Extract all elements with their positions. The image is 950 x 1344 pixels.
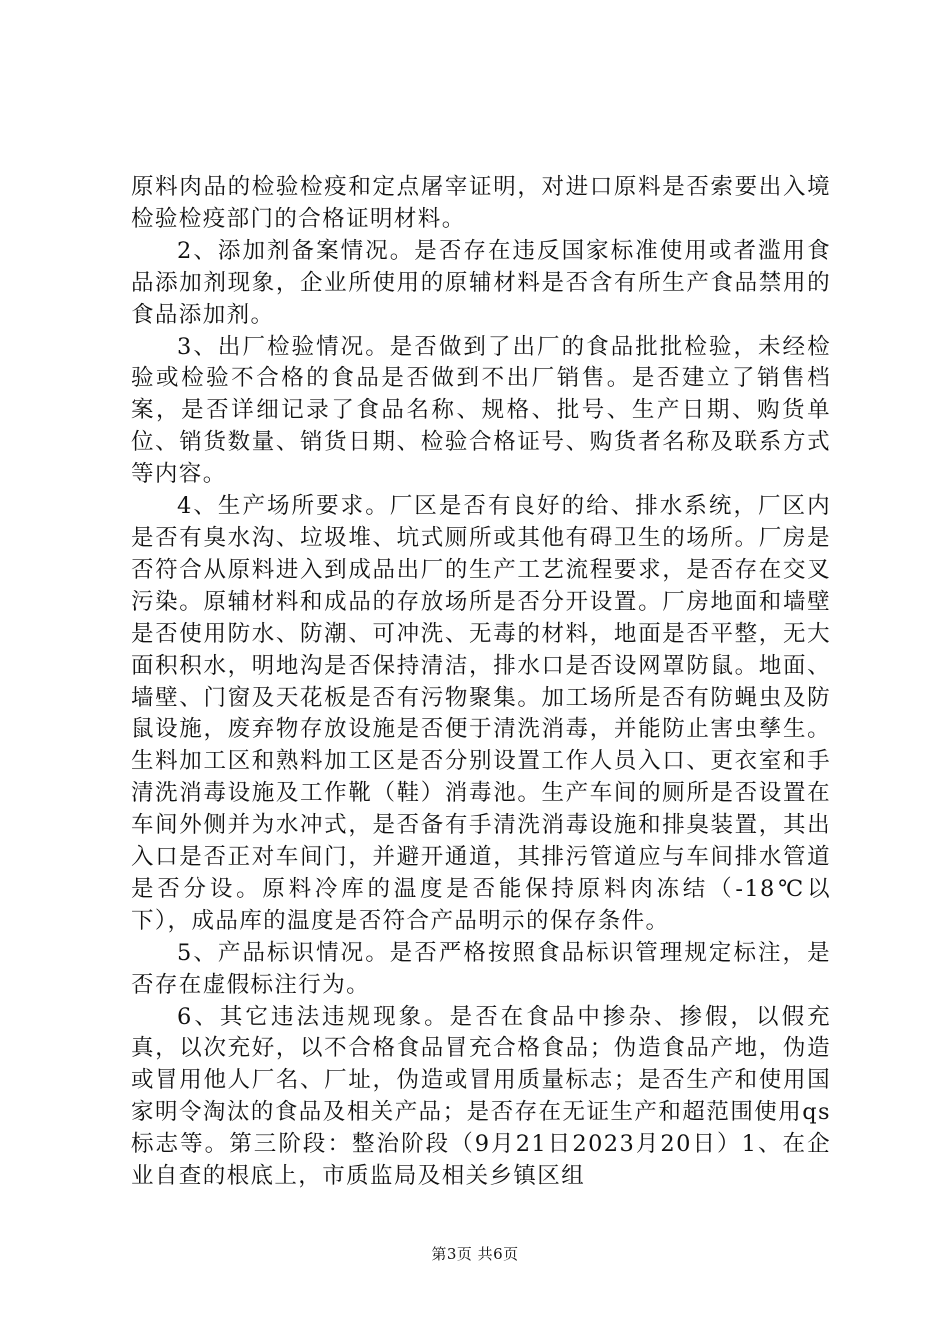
paragraph: 4、生产场所要求。厂区是否有良好的给、排水系统，厂区内是否有臭水沟、垃圾堆、坑式厕所或其他有碍卫生的场所。厂房是否符合从原料进入到成品出厂的生产工艺流程要求，是否存在交叉污染。原辅材料和成品的存放场所是否分开设置。厂房地面和墙壁是否使用防水、防潮、可冲洗、无毒的材料，地面是否平整，无大面积积水，明地沟是否保持清洁，排水口是否设网罩防鼠。地面、墙壁、门窗及天花板是否有污物聚集。加工场所是否有防蝇虫及防鼠设施，废弃物存放设施是否便于清洗消毒，并能防止害虫孳生。生料加工区和熟料加工区是否分别设置工作人员入口、更衣室和手清洗消毒设施及工作靴（鞋）消毒池。生产车间的厕所是否设置在车间外侧并为水冲式，是否备有手清洗消毒设施和排臭装置，其出入口是否正对车间门，并避开通道，其排污管道应与车间排水管道是否分设。原料冷库的温度是否能保持原料肉冻结（-18℃以下），成品库的温度是否符合产品明示的保存条件。 bbox=[131, 493, 831, 934]
paragraph: 2、添加剂备案情况。是否存在违反国家标准使用或者滥用食品添加剂现象，企业所使用的原辅材料是否含有所生产食品禁用的食品添加剂。 bbox=[131, 237, 831, 328]
paragraph: 6、其它违法违规现象。是否在食品中掺杂、掺假，以假充真，以次充好，以不合格食品冒充合格食品；伪造食品产地，伪造或冒用他人厂名、厂址，伪造或冒用质量标志；是否生产和使用国家明令淘汰的食品及相关产品；是否存在无证生产和超范围使用qs标志等。第三阶段：整治阶段（9月21日2023月20日）1、在企业自查的根底上，市质监局及相关乡镇区组 bbox=[131, 1003, 831, 1190]
document-body bbox=[131, 172, 831, 1193]
paragraph: 3、出厂检验情况。是否做到了出厂的食品批批检验，未经检验或检验不合格的食品是否做到不出厂销售。是否建立了销售档案，是否详细记录了食品名称、规格、批号、生产日期、购货单位、销货数量、销货日期、检验合格证号、购货者名称及联系方式等内容。 bbox=[131, 333, 831, 488]
page-footer: 第3页 共6页 bbox=[431, 1245, 519, 1263]
paragraph: 原料肉品的检验检疫和定点屠宰证明，对进口原料是否索要出入境检验检疫部门的合格证明材料。 bbox=[131, 174, 831, 232]
paragraph: 5、产品标识情况。是否严格按照食品标识管理规定标注，是否存在虚假标注行为。 bbox=[131, 939, 831, 998]
